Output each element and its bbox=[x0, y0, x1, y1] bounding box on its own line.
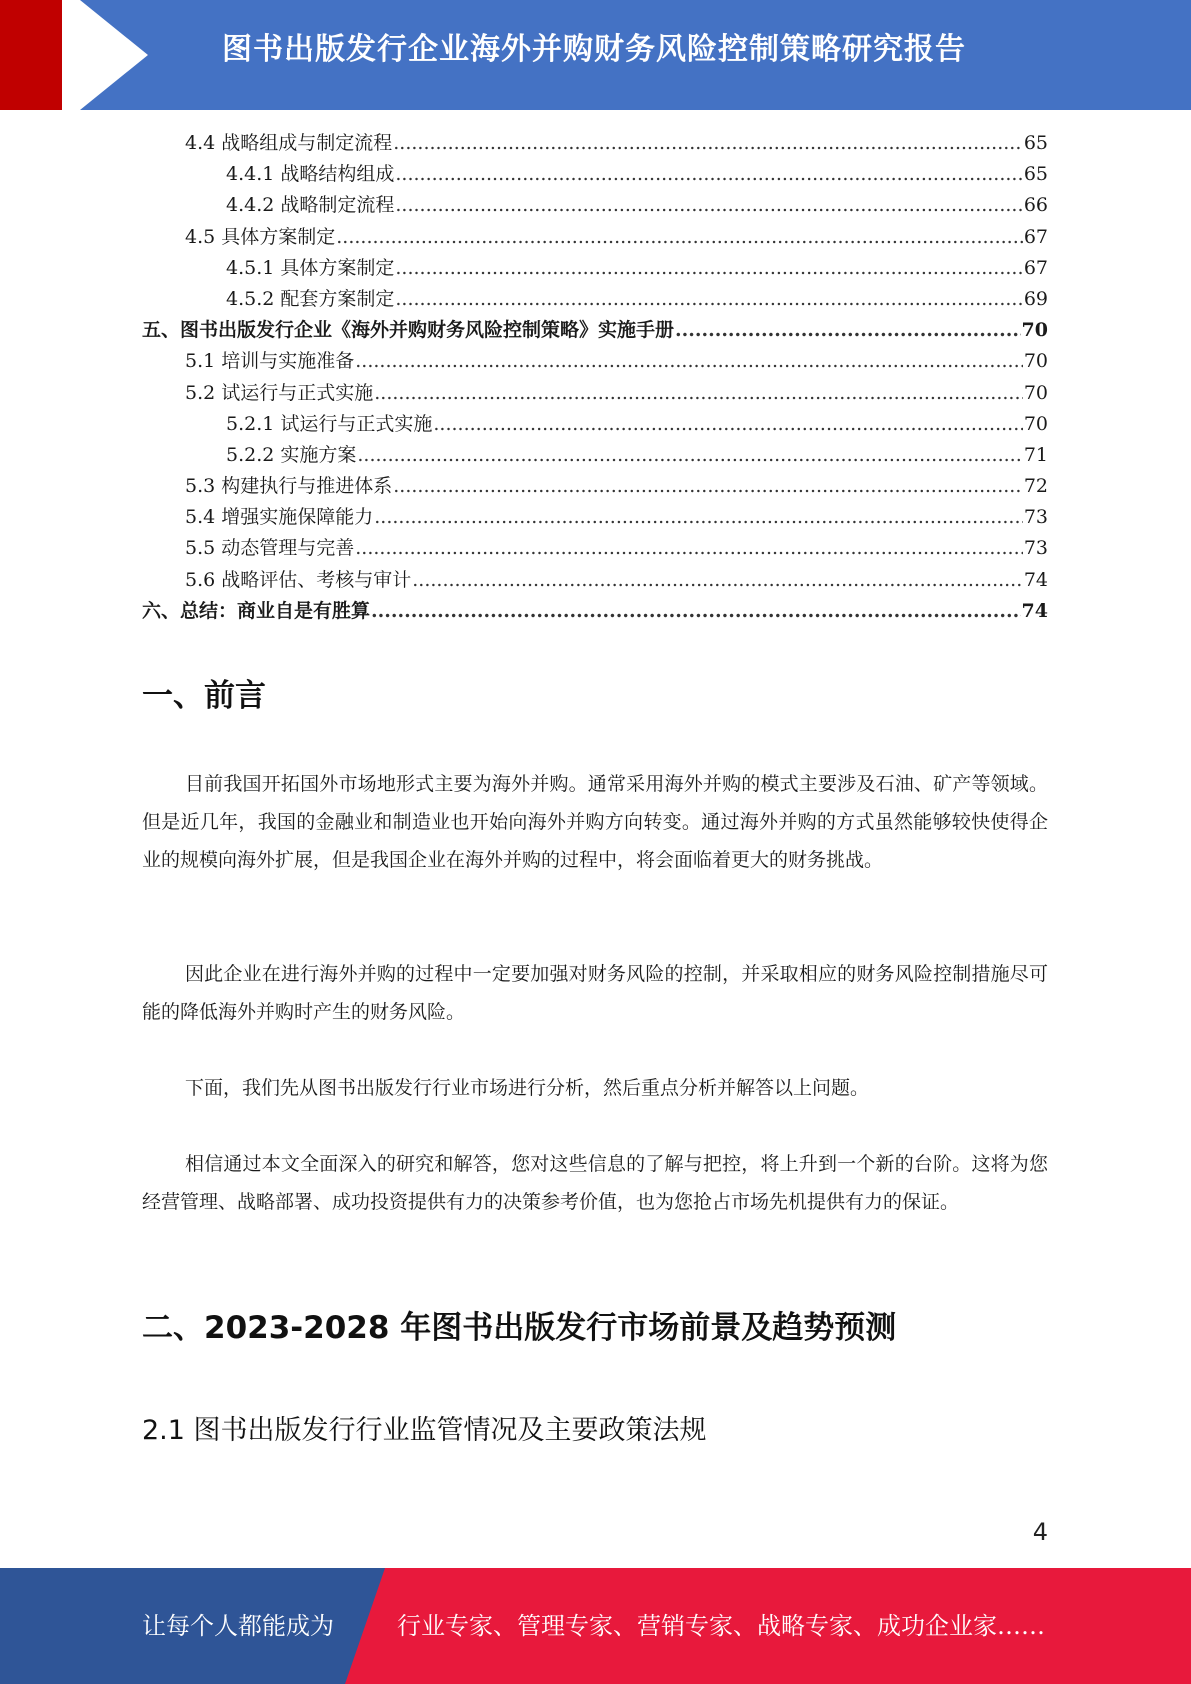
section-heading-market-forecast: 二、2023-2028 年图书出版发行市场前景及趋势预测 bbox=[142, 1310, 897, 1346]
page-number: 4 bbox=[1032, 1518, 1048, 1546]
toc-entry-title: 4.5.1 具体方案制定 bbox=[226, 256, 395, 279]
paragraph: 目前我国开拓国外市场地形式主要为海外并购。通常采用海外并购的模式主要涉及石油、矿产等领域。但是近几年，我国的金融业和制造业也开始向海外并购方向转变。通过海外并购的方式虽然能够较快使得企业的规模向海外扩展，但是我国企业在海外并购的过程中，将会面临着更大的财务挑战。 bbox=[142, 773, 1048, 871]
toc-dot-leader bbox=[395, 159, 1022, 190]
toc-dot-leader bbox=[374, 502, 1023, 533]
footer-slogan-right: 行业专家、管理专家、营销专家、战略专家、成功企业家…… bbox=[397, 1612, 1045, 1640]
toc-entry-title: 4.4 战略组成与制定流程 bbox=[185, 132, 393, 154]
toc-entry[interactable] bbox=[142, 409, 1048, 440]
toc-entry-page: 70 bbox=[1023, 412, 1048, 435]
toc-dot-leader bbox=[355, 533, 1023, 564]
paragraph: 相信通过本文全面深入的研究和解答，您对这些信息的了解与把控，将上升到一个新的台阶。这将为您经营管理、战略部署、成功投资提供有力的决策参考价值，也为您抢占市场先机提供有力的保证。 bbox=[142, 1153, 1048, 1213]
table-of-contents bbox=[142, 128, 1048, 627]
toc-entry[interactable] bbox=[142, 596, 1048, 627]
toc-entry[interactable] bbox=[142, 346, 1048, 377]
toc-entry-title: 5.4 增强实施保障能力 bbox=[185, 506, 374, 529]
toc-dot-leader bbox=[395, 284, 1022, 315]
toc-entry-page: 66 bbox=[1023, 194, 1048, 217]
toc-entry-title: 五、图书出版发行企业《海外并购财务风险控制策略》实施手册 bbox=[142, 319, 675, 342]
toc-entry-page: 70 bbox=[1023, 381, 1048, 404]
toc-entry-title: 5.5 动态管理与完善 bbox=[185, 537, 355, 560]
toc-dot-leader bbox=[336, 222, 1023, 253]
toc-entry-title: 5.2.2 实施方案 bbox=[226, 443, 357, 466]
toc-dot-leader bbox=[393, 471, 1023, 502]
toc-entry[interactable] bbox=[142, 128, 1048, 159]
toc-entry-page: 70 bbox=[1021, 319, 1048, 342]
toc-entry[interactable] bbox=[142, 159, 1048, 190]
toc-entry-title: 4.4.2 战略制定流程 bbox=[226, 194, 395, 217]
toc-dot-leader bbox=[395, 253, 1022, 284]
toc-dot-leader bbox=[374, 378, 1023, 409]
paragraph: 因此企业在进行海外并购的过程中一定要加强对财务风险的控制，并采取相应的财务风险控制措施尽可能的降低海外并购时产生的财务风险。 bbox=[142, 963, 1048, 1023]
toc-entry-page: 67 bbox=[1023, 256, 1048, 279]
toc-dot-leader bbox=[395, 190, 1022, 221]
toc-entry-title: 4.5.2 配套方案制定 bbox=[226, 287, 395, 310]
footer-slogan-left: 让每个人都能成为 bbox=[142, 1612, 334, 1640]
toc-entry-title: 4.5 具体方案制定 bbox=[185, 225, 336, 248]
toc-entry[interactable] bbox=[142, 253, 1048, 284]
paragraph: 下面，我们先从图书出版发行行业市场进行分析，然后重点分析并解答以上问题。 bbox=[185, 1077, 870, 1099]
toc-entry[interactable] bbox=[142, 284, 1048, 315]
toc-dot-leader bbox=[357, 440, 1022, 471]
toc-entry-page: 71 bbox=[1023, 443, 1048, 466]
toc-dot-leader bbox=[412, 565, 1023, 596]
toc-entry[interactable] bbox=[142, 533, 1048, 564]
page-header bbox=[0, 0, 1191, 110]
section-heading-preface: 一、前言 bbox=[142, 678, 266, 714]
toc-dot-leader bbox=[371, 596, 1021, 627]
toc-entry-page: 69 bbox=[1023, 287, 1048, 310]
toc-entry-page: 73 bbox=[1023, 506, 1048, 529]
toc-entry-title: 5.2 试运行与正式实施 bbox=[185, 381, 374, 404]
toc-dot-leader bbox=[675, 315, 1021, 346]
toc-entry-title: 5.1 培训与实施准备 bbox=[185, 350, 355, 373]
toc-entry[interactable] bbox=[142, 502, 1048, 533]
toc-entry-page: 67 bbox=[1023, 225, 1048, 248]
toc-entry-page: 65 bbox=[1023, 163, 1048, 186]
page-footer bbox=[0, 1568, 1191, 1684]
toc-entry[interactable] bbox=[142, 190, 1048, 221]
toc-entry-title: 5.2.1 试运行与正式实施 bbox=[226, 412, 433, 435]
subsection-heading-regulation: 2.1 图书出版发行行业监管情况及主要政策法规 bbox=[142, 1415, 707, 1446]
toc-entry-page: 74 bbox=[1023, 568, 1048, 591]
toc-entry-page: 70 bbox=[1023, 350, 1048, 373]
toc-dot-leader bbox=[393, 128, 1023, 159]
toc-entry-page: 65 bbox=[1023, 132, 1048, 154]
toc-entry[interactable] bbox=[142, 471, 1048, 502]
toc-entry-title: 5.3 构建执行与推进体系 bbox=[185, 475, 393, 498]
toc-entry-title: 4.4.1 战略结构组成 bbox=[226, 163, 395, 186]
toc-dot-leader bbox=[355, 346, 1023, 377]
toc-entry[interactable] bbox=[142, 378, 1048, 409]
toc-entry[interactable] bbox=[142, 315, 1048, 346]
toc-entry[interactable] bbox=[142, 440, 1048, 471]
report-title: 图书出版发行企业海外并购财务风险控制策略研究报告 bbox=[222, 32, 966, 67]
toc-entry-title: 5.6 战略评估、考核与审计 bbox=[185, 568, 412, 591]
toc-entry[interactable] bbox=[142, 222, 1048, 253]
toc-dot-leader bbox=[433, 409, 1022, 440]
toc-entry-page: 72 bbox=[1023, 475, 1048, 498]
toc-entry-page: 73 bbox=[1023, 537, 1048, 560]
toc-entry-title: 六、总结：商业自是有胜算 bbox=[142, 599, 371, 622]
toc-entry-page: 74 bbox=[1021, 599, 1048, 622]
toc-entry[interactable] bbox=[142, 565, 1048, 596]
